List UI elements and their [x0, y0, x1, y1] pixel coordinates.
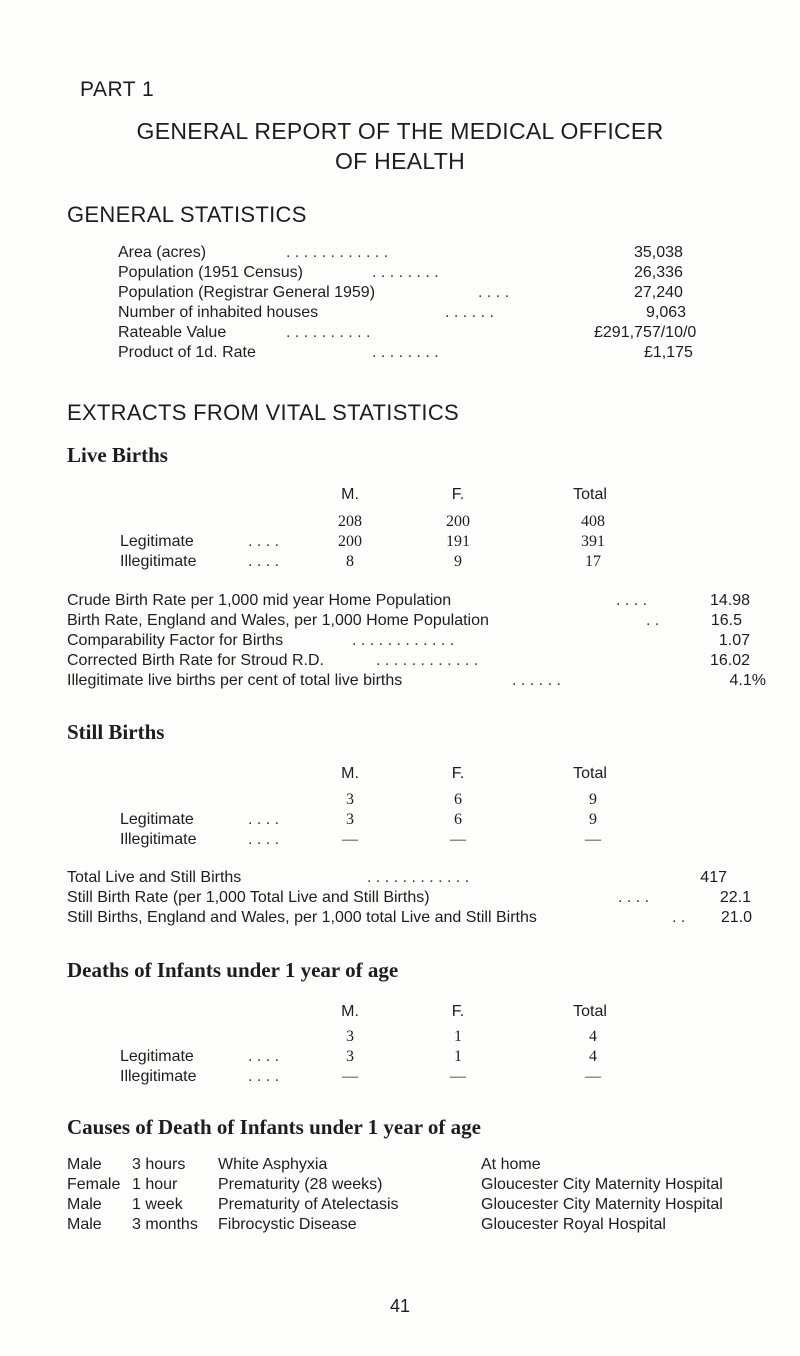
leader-dots: . . . . [248, 533, 280, 550]
page-number: 41 [389, 1296, 411, 1316]
rate-value: 21.0 [720, 909, 752, 926]
leader-dots: . . . . . . [512, 672, 561, 689]
rate-value: 22.1 [719, 889, 751, 906]
leader-dots: . . . . [248, 553, 280, 570]
cell-m: — [342, 831, 358, 848]
general-row [118, 283, 375, 303]
total-f: 200 [446, 513, 470, 530]
rate-label: Birth Rate, England and Wales, per 1,000 Home Population [67, 612, 489, 629]
total-f: 6 [454, 791, 462, 808]
cause-description: Fibrocystic Disease [218, 1216, 357, 1233]
leader-dots: . . . . . . . . . . . . [367, 869, 470, 886]
total-total: 4 [589, 1028, 597, 1045]
cause-description: Prematurity of Atelectasis [218, 1196, 399, 1213]
col-header-total: Total [573, 765, 607, 782]
cell-f: — [450, 831, 466, 848]
rate-label: Crude Birth Rate per 1,000 mid year Home Population [67, 592, 452, 609]
total-m: 3 [346, 791, 354, 808]
row-label: Legitimate [120, 533, 194, 550]
total-m: 3 [346, 1028, 354, 1045]
rate-value: 16.02 [709, 652, 750, 669]
infant-deaths-heading: Deaths of Infants under 1 year of age [67, 958, 399, 982]
cell-m: 200 [338, 533, 362, 550]
rate-value: 1.07 [718, 632, 750, 649]
cause-place: Gloucester City Maternity Hospital [481, 1196, 723, 1213]
rate-label: Total Live and Still Births [67, 869, 242, 886]
col-header-f: F. [451, 1003, 465, 1020]
cell-m: 8 [346, 553, 354, 570]
row-value: 27,240 [634, 284, 683, 301]
leader-dots: . . [646, 612, 660, 629]
cell-total: 4 [589, 1048, 597, 1065]
cell-f: 1 [454, 1048, 462, 1065]
cause-sex: Female [67, 1176, 121, 1193]
cell-total: 9 [589, 811, 597, 828]
row-value: £291,757/10/0 [594, 324, 697, 341]
general-row [118, 243, 206, 263]
cell-f: 9 [454, 553, 462, 570]
leader-dots: . . . . . . [445, 304, 494, 321]
row-value: 9,063 [646, 304, 687, 321]
total-total: 408 [581, 513, 605, 530]
rate-label: Still Birth Rate (per 1,000 Total Live and Still Births) [67, 889, 430, 906]
causes-heading: Causes of Death of Infants under 1 year of age [67, 1115, 481, 1139]
cause-sex: Male [67, 1216, 102, 1233]
general-row [118, 263, 303, 283]
leader-dots: . . . . . . . . . . . . [286, 244, 389, 261]
rate-label: Comparability Factor for Births [67, 632, 284, 649]
cell-f: 191 [446, 533, 470, 550]
total-m: 208 [338, 513, 362, 530]
row-label: Rateable Value [118, 324, 227, 341]
leader-dots: . . . . [248, 1048, 280, 1065]
row-label: Population (Registrar General 1959) [118, 284, 376, 301]
live-births-heading: Live Births [67, 443, 168, 467]
cell-m: 3 [346, 1048, 354, 1065]
cell-f: — [450, 1068, 466, 1085]
cell-total: — [585, 1068, 601, 1085]
leader-dots: . . . . [478, 284, 510, 301]
leader-dots: . . . . [248, 1068, 280, 1085]
report-title-line2: OF HEALTH [334, 148, 466, 174]
row-label: Number of inhabited houses [118, 304, 319, 321]
cell-total: 17 [585, 553, 601, 570]
col-header-m: M. [341, 765, 359, 782]
cause-age: 1 week [132, 1196, 183, 1213]
rate-label: Corrected Birth Rate for Stroud R.D. [67, 652, 324, 669]
cause-sex: Male [67, 1156, 102, 1173]
still-births-heading: Still Births [67, 720, 165, 744]
col-header-total: Total [573, 1003, 607, 1020]
rate-value: 14.98 [709, 592, 750, 609]
general-statistics-heading: GENERAL STATISTICS [67, 202, 307, 227]
cause-place: At home [481, 1156, 541, 1173]
cause-place: Gloucester Royal Hospital [481, 1216, 666, 1233]
row-label: Product of 1d. Rate [118, 344, 256, 361]
col-header-m: M. [341, 486, 359, 503]
leader-dots: . . . . . . . . [372, 344, 439, 361]
row-value: 26,336 [634, 264, 683, 281]
total-total: 9 [589, 791, 597, 808]
cell-total: 391 [581, 533, 605, 550]
part-label: PART 1 [80, 78, 155, 101]
cause-age: 1 hour [132, 1176, 178, 1193]
cause-age: 3 months [132, 1216, 198, 1233]
leader-dots: . . . . . . . . . . . . [352, 632, 455, 649]
col-header-total: Total [573, 486, 607, 503]
leader-dots: . . . . [616, 592, 648, 609]
col-header-f: F. [451, 486, 465, 503]
total-f: 1 [454, 1028, 462, 1045]
col-header-f: F. [451, 765, 465, 782]
vital-statistics-heading: EXTRACTS FROM VITAL STATISTICS [67, 400, 459, 425]
col-header-m: M. [341, 1003, 359, 1020]
general-row [118, 303, 318, 323]
cell-total: — [585, 831, 601, 848]
rate-value: 417 [700, 869, 727, 886]
leader-dots: . . . . . . . . . . [286, 324, 371, 341]
cause-description: Prematurity (28 weeks) [218, 1176, 383, 1193]
row-label: Population (1951 Census) [118, 264, 304, 281]
rate-value: 16.5 [710, 612, 742, 629]
leader-dots: . . . . [618, 889, 650, 906]
rate-label: Still Births, England and Wales, per 1,000 total Live and Still Births [67, 909, 537, 926]
cause-sex: Male [67, 1196, 102, 1213]
general-row [118, 343, 256, 363]
row-label: Legitimate [120, 811, 194, 828]
cell-m: 3 [346, 811, 354, 828]
row-label: Area (acres) [118, 244, 207, 261]
leader-dots: . . . . [248, 831, 280, 848]
rate-label: Illegitimate live births per cent of total live births [67, 672, 403, 689]
general-row [118, 323, 226, 343]
report-title-line1: GENERAL REPORT OF THE MEDICAL OFFICER [136, 118, 664, 144]
row-value: £1,175 [644, 344, 693, 361]
leader-dots: . . . . [248, 811, 280, 828]
cell-f: 6 [454, 811, 462, 828]
leader-dots: . . . . . . . . . . . . [376, 652, 479, 669]
row-label: Illegitimate [120, 553, 197, 570]
row-label: Legitimate [120, 1048, 194, 1065]
rate-value: 4.1% [729, 672, 766, 689]
cause-place: Gloucester City Maternity Hospital [481, 1176, 723, 1193]
row-label: Illegitimate [120, 1068, 197, 1085]
row-label: Illegitimate [120, 831, 197, 848]
cause-age: 3 hours [132, 1156, 186, 1173]
cause-description: White Asphyxia [218, 1156, 328, 1173]
leader-dots: . . [672, 909, 686, 926]
cell-m: — [342, 1068, 358, 1085]
leader-dots: . . . . . . . . [372, 264, 439, 281]
row-value: 35,038 [634, 244, 683, 261]
